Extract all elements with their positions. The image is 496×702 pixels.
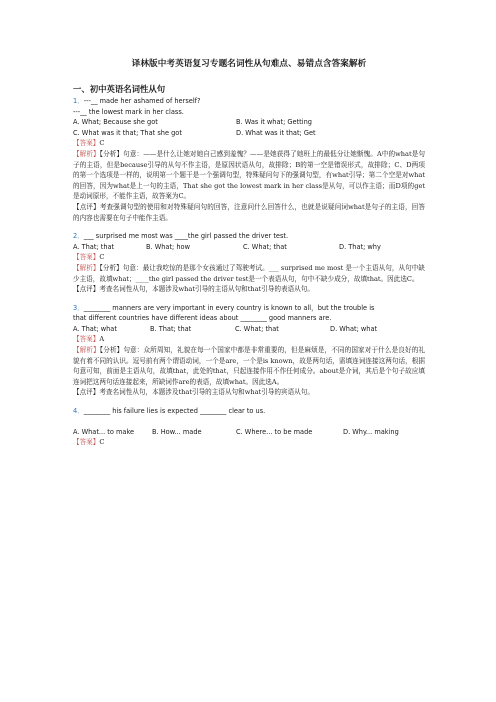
q2-answer-value: C <box>99 253 105 262</box>
q4-option-b: B. How... made <box>152 427 202 436</box>
q4-answer-value: C <box>99 438 105 447</box>
q3-analysis-text: 【分析】句意：众所周知，礼貌在每一个国家中都是非常重要的，但是麻烦是，不同的国家对于什么是良好的礼貌有着不同的认识。逗号前有两个谓语动词，一个是are，一个是is known，故是两句话，需填连词连接这两句话，根据句意可知，前面是主语从句，故填that，此处的that，只起连接作用不作任何成分。about是介词，其后是个句子故应填连词把这两句话连接起来，所缺词作are的表语，故填what。因此选A。 <box>73 346 425 386</box>
q3-analysis <box>73 345 425 387</box>
q2-option-b: B. What; how <box>146 242 190 251</box>
q1-option-c: C. What was it that; That she got <box>73 128 182 137</box>
q4-stem-text: ________ his failure lies is expected ________ clear to us. <box>83 407 266 416</box>
section-title: 一、初中英语名词性从句 <box>73 84 166 94</box>
q4-options-row <box>73 427 425 438</box>
q3-option-d: D. What; what <box>330 324 378 333</box>
q2-analysis <box>73 263 425 284</box>
q2-tip: 【点评】考查名词性从句，本题涉及what引导的主语从句和that引导的表语从句。 <box>73 285 314 294</box>
q1-analysis <box>73 149 425 202</box>
q1-options-row-2 <box>73 128 425 139</box>
q4-option-c: C. Where... to be made <box>236 427 313 436</box>
analysis-tag: 【解析】 <box>73 346 100 355</box>
q2-answer <box>73 252 425 263</box>
q3-stem-text-1: ________ manners are very important in every country is known to all，but the trouble is <box>83 303 375 312</box>
document-page <box>73 58 425 448</box>
q4-option-d: D. Why... making <box>343 427 399 436</box>
q1-option-d: D. What was it that; Get <box>236 128 316 137</box>
q2-stem-text: ___ surprised me most was ____the girl passed the driver test. <box>83 232 289 241</box>
doc-title: 译林版中考英语复习专题名词性从句难点、易错点含答案解析 <box>131 59 367 69</box>
q1-option-b: B. Was it what; Getting <box>236 118 312 127</box>
q3-option-b: B. That; that <box>150 324 192 333</box>
q1-stem-1 <box>73 96 425 107</box>
q2-analysis-text: 【分析】句意：最让我吃惊的是那个女孩通过了驾驶考试。___ surprised me most 是一个主语从句，从句中缺少主语，故填what；____the girl passed the driver test是一个表语从句，句中不缺少成分，故填that。因此选C。 <box>73 263 426 283</box>
q1-stem-2: ---__ the lowest mark in her class. <box>73 107 184 116</box>
q3-stem-2: that different countries have different ideas about ________ good manners are. <box>73 314 332 323</box>
answer-tag: 【答案】 <box>73 139 100 148</box>
q4-number: 4． <box>73 407 84 416</box>
q3-option-c: C. What; that <box>235 324 279 333</box>
q1-number: 1． <box>73 97 84 105</box>
q2-option-d: D. That; why <box>339 242 381 251</box>
q1-analysis-text: 【分析】句意：——是什么让她对她自己感到羞愧？——是她获得了她班上的最低分让她惭愧。A中的what是句子的主语，但是because引导的从句不作主语，是原因状语从句，故排除；B的第一空是错误形式，故排除；C、D两项的第一个选项是一样的，说明第一个题干是一个强调句型，特殊疑问句下的强调句型，有what引导；第二个空是对what的回答，因为what是上一句的主语，That she got the lowest mark in her class是从句，可以作主语；而D项的get是动词原形，不能作主语，故答案为C。 <box>73 149 425 201</box>
q4-stem <box>73 406 425 417</box>
q2-option-c: C. What; that <box>243 242 287 251</box>
analysis-tag: 【解析】 <box>73 149 100 158</box>
answer-tag: 【答案】 <box>73 253 100 262</box>
q2-options-row <box>73 242 425 253</box>
q3-stem-1 <box>73 303 425 314</box>
answer-tag: 【答案】 <box>73 335 100 344</box>
q1-option-a: A. What; Because she got <box>73 118 158 127</box>
q1-stem-text-1: ---__ made her ashamed of herself? <box>83 97 201 105</box>
q4-answer <box>73 437 425 448</box>
q3-tip: 【点评】考查名词性从句，本题涉及that引导的主语从句和what引导的宾语从句。 <box>73 388 314 397</box>
q1-options-row-1 <box>73 117 425 128</box>
q3-answer <box>73 334 425 345</box>
q1-answer-value: C <box>99 139 105 148</box>
q4-option-a: A. What... to make <box>73 427 135 436</box>
q2-stem <box>73 231 425 242</box>
q2-number: 2． <box>73 232 84 241</box>
answer-tag: 【答案】 <box>73 438 100 447</box>
q2-option-a: A. That; that <box>73 242 115 251</box>
q3-number: 3． <box>73 303 84 312</box>
q3-options-row <box>73 324 425 335</box>
analysis-tag: 【解析】 <box>73 263 100 272</box>
q3-answer-value: A <box>99 335 105 344</box>
q3-option-a: A. That; what <box>73 324 117 333</box>
q1-tip: 【点评】考查强调句型的使用和对特殊疑问句的回答，注意问什么回答什么，也就是说疑问词what是句子的主语，回答的内容也需要在句子中能作主语。 <box>73 202 425 222</box>
q1-answer <box>73 138 425 149</box>
